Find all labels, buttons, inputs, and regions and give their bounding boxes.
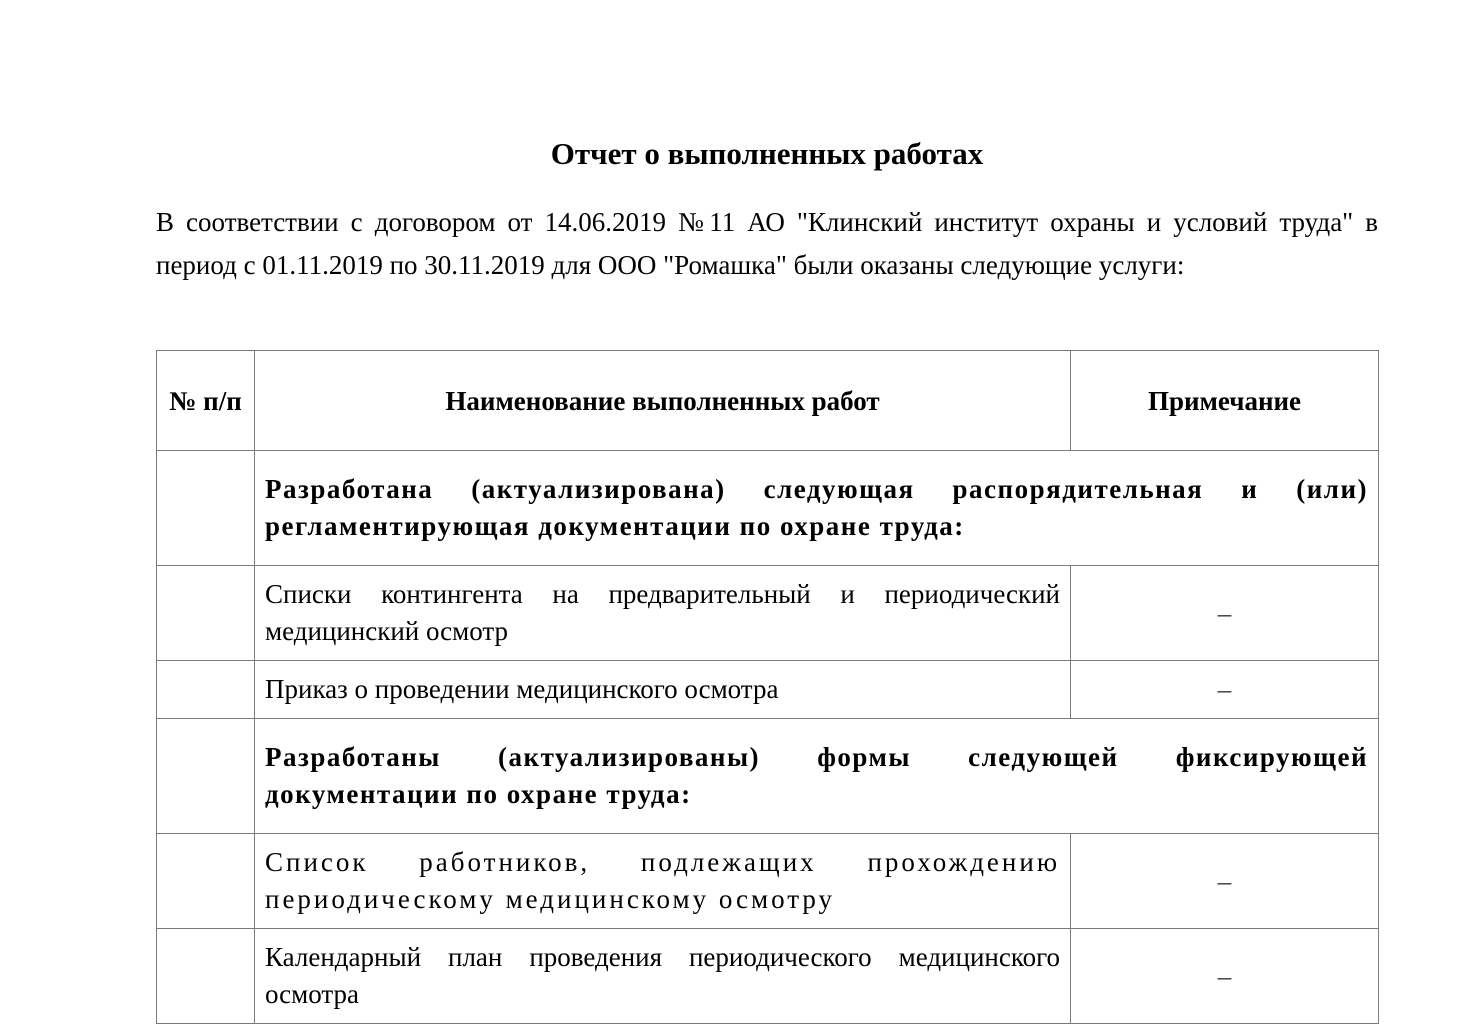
row-work-name: Списки контингента на предварительный и периодический медицинский осмотр — [255, 566, 1071, 661]
row-number — [157, 566, 255, 661]
document-title: Отчет о выполненных работах — [550, 136, 984, 171]
row-number — [157, 719, 255, 834]
row-note: – — [1071, 929, 1379, 1024]
table-row — [157, 719, 1379, 834]
row-work-name: Список работников, подлежащих прохождению периодическому медицинскому осмотру — [255, 834, 1071, 929]
works-table — [156, 350, 1379, 1024]
header-number: № п/п — [157, 351, 255, 451]
row-work-name: Календарный план проведения периодического медицинского осмотра — [255, 929, 1071, 1024]
table-row — [157, 566, 1379, 661]
row-note: – — [1071, 661, 1379, 719]
intro-paragraph: В соответствии с договором от 14.06.2019 №11 АО "Клинский институт охраны и условий труда" в период с 01.11.2019 по 30.11.2019 для ООО "Ромашка" были оказаны следующие услуги: — [156, 207, 1378, 280]
header-note: Примечание — [1071, 351, 1379, 451]
row-note: – — [1071, 834, 1379, 929]
header-name: Наименование выполненных работ — [255, 351, 1071, 451]
row-number — [157, 661, 255, 719]
table-row — [157, 451, 1379, 566]
section-heading: Разработана (актуализирована) следующая распорядительная и (или) регламентирующая документации по охране труда: — [255, 451, 1379, 566]
section-heading: Разработаны (актуализированы) формы следующей фиксирующей документации по охране труда: — [255, 719, 1379, 834]
row-work-name: Приказ о проведении медицинского осмотра — [255, 661, 1071, 719]
row-note: – — [1071, 566, 1379, 661]
row-number — [157, 834, 255, 929]
row-number — [157, 929, 255, 1024]
table-row — [157, 661, 1379, 719]
table-row — [157, 929, 1379, 1024]
row-number — [157, 451, 255, 566]
table-row — [157, 834, 1379, 929]
table-header-row — [157, 351, 1379, 451]
